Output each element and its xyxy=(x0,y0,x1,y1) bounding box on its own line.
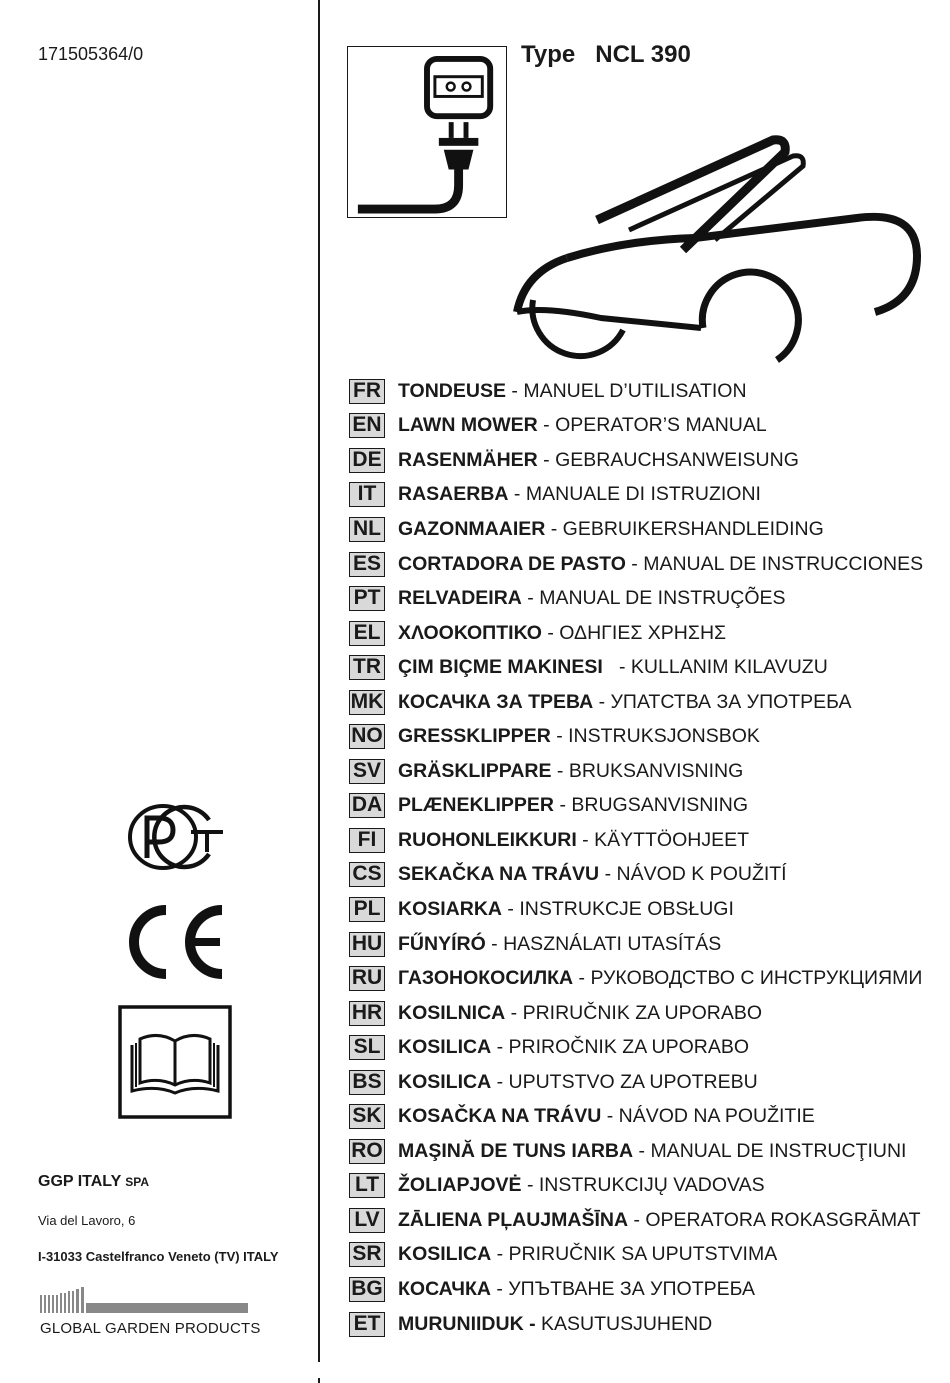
product-name: PLÆNEKLIPPER xyxy=(398,794,555,817)
manual-title: HASZNÁLATI UTASÍTÁS xyxy=(503,932,722,955)
separator: - xyxy=(599,863,617,886)
product-name: RUOHONLEIKKURI xyxy=(398,828,577,851)
language-code-badge: PL xyxy=(349,897,385,922)
language-entry-pt xyxy=(349,581,923,616)
manual-title: РУКОВОДСТВО С ИНСТРУКЦИЯМИ xyxy=(590,967,923,990)
language-entry-bs xyxy=(349,1065,923,1100)
separator: - xyxy=(491,1070,509,1093)
separator: - xyxy=(593,690,611,713)
separator: - xyxy=(550,725,569,748)
separator: - xyxy=(554,794,572,817)
separator: - xyxy=(551,759,569,782)
separator: - xyxy=(490,1277,509,1300)
language-entry-fi xyxy=(349,823,923,858)
language-code-badge: BG xyxy=(349,1277,385,1302)
product-name: KOSILICA xyxy=(398,1036,492,1059)
separator: - xyxy=(602,656,631,679)
product-name: GRÄSKLIPPARE xyxy=(398,759,552,782)
language-code-badge: RU xyxy=(349,966,385,991)
language-code-badge: NO xyxy=(349,724,385,749)
company-name-text: GGP ITALY xyxy=(38,1173,122,1190)
language-entry-ru xyxy=(349,961,923,996)
model-number: NCL 390 xyxy=(595,41,691,68)
separator: - xyxy=(505,1001,523,1024)
language-entry-tr xyxy=(349,650,923,685)
separator: - xyxy=(521,1174,539,1197)
manual-title: KULLANIM KILAVUZU xyxy=(630,656,828,679)
manual-title: NÁVOD NA POUŽITIE xyxy=(618,1105,815,1128)
company-name xyxy=(38,1173,149,1191)
language-code-badge: SV xyxy=(349,759,385,784)
product-name: KOSILNICA xyxy=(398,1001,506,1024)
product-name: CORTADORA DE PASTO xyxy=(398,552,626,575)
company-city: I-31033 Castelfranco Veneto (TV) ITALY xyxy=(38,1249,279,1264)
language-code-badge: CS xyxy=(349,862,385,887)
language-code-badge: SL xyxy=(349,1035,385,1060)
product-name: RASAERBA xyxy=(398,483,509,506)
electric-plug-icon xyxy=(347,46,507,218)
product-name: RASENMÄHER xyxy=(398,448,538,471)
language-code-badge: SK xyxy=(349,1104,385,1129)
manual-title: MANUAL DE INSTRUÇÕES xyxy=(539,587,786,610)
product-name: ÇIM BIÇME MAKINESI xyxy=(398,656,603,679)
language-entry-es xyxy=(349,547,923,582)
vertical-divider xyxy=(318,0,320,1362)
language-code-badge: ES xyxy=(349,552,385,577)
language-entry-sl xyxy=(349,1030,923,1065)
separator: - xyxy=(633,1139,651,1162)
product-name: KOSILICA xyxy=(398,1243,492,1266)
product-name: ΧΛΟΟΚΟΠΤΙΚΟ xyxy=(398,621,542,644)
manual-title: OPERATOR’S MANUAL xyxy=(555,414,767,437)
type-label: Type xyxy=(521,41,576,68)
product-name: MAŞINĂ DE TUNS IARBA xyxy=(398,1139,634,1162)
language-entry-mk xyxy=(349,685,923,720)
language-code-badge: FI xyxy=(349,828,385,853)
language-code-badge: RO xyxy=(349,1139,385,1164)
product-name: MURUNIIDUK - xyxy=(398,1312,536,1335)
separator: - xyxy=(491,1036,509,1059)
divider-tick xyxy=(318,1378,320,1383)
separator: - xyxy=(485,932,504,955)
language-code-badge: MK xyxy=(350,689,384,713)
manual-title: INSTRUKSJONSBOK xyxy=(568,725,760,748)
manual-title: KÄYTTÖOHJEET xyxy=(594,828,750,851)
language-entry-bg xyxy=(349,1272,923,1307)
language-code-badge: IT xyxy=(349,482,385,507)
model-heading xyxy=(521,41,691,69)
language-entry-hr xyxy=(349,996,923,1031)
product-name: КОСАЧКА ЗА ТРЕВА xyxy=(398,690,594,713)
product-name: GAZONMAAIER xyxy=(398,517,546,540)
gost-r-mark-icon xyxy=(127,802,225,872)
language-code-badge: BS xyxy=(349,1070,385,1095)
company-street: Via del Lavoro, 6 xyxy=(38,1213,136,1228)
product-name: KOSILICA xyxy=(398,1070,492,1093)
language-code-badge: HU xyxy=(349,932,385,957)
language-entry-el xyxy=(349,616,923,651)
lawn-mower-icon xyxy=(505,130,925,370)
language-entry-ro xyxy=(349,1134,923,1169)
language-code-badge: FR xyxy=(349,379,385,404)
language-entry-sr xyxy=(349,1238,923,1273)
manual-title: MANUAL DE INSTRUCCIONES xyxy=(643,552,924,575)
manual-title: INSTRUKCJE OBSŁUGI xyxy=(519,897,734,920)
product-name: GRESSKLIPPER xyxy=(398,725,551,748)
language-entry-hu xyxy=(349,927,923,962)
manual-title: NÁVOD K POUŽITÍ xyxy=(616,863,787,886)
manual-title: MANUAL DE INSTRUCŢIUNI xyxy=(650,1139,907,1162)
manual-title: OPERATORA ROKASGRĀMAT xyxy=(645,1208,921,1231)
language-entry-et xyxy=(349,1307,923,1342)
language-entry-nl xyxy=(349,512,923,547)
language-code-badge: NL xyxy=(349,517,385,542)
product-name: ГАЗОНОКОСИЛКА xyxy=(398,967,574,990)
separator: - xyxy=(508,483,526,506)
separator: - xyxy=(521,587,540,610)
manual-title: PRIRUČNIK ZA UPORABO xyxy=(522,1001,763,1024)
global-garden-products-logo xyxy=(40,1287,250,1317)
manual-title: UPUTSTVO ZA UPOTREBU xyxy=(508,1070,758,1093)
language-code-badge: DE xyxy=(349,448,385,473)
separator: - xyxy=(628,1208,646,1231)
language-entry-no xyxy=(349,719,923,754)
read-manual-icon xyxy=(118,1005,232,1119)
brand-name: GLOBAL GARDEN PRODUCTS xyxy=(40,1320,261,1337)
ce-mark-icon xyxy=(122,904,228,980)
product-name: LAWN MOWER xyxy=(398,414,538,437)
manual-title: УПАТСТВА ЗА УПОТРЕБА xyxy=(610,690,852,713)
language-entry-sv xyxy=(349,754,923,789)
language-entry-fr xyxy=(349,374,923,409)
language-code-badge: PT xyxy=(349,586,385,611)
separator: - xyxy=(601,1105,619,1128)
language-entry-it xyxy=(349,478,923,513)
separator: - xyxy=(537,414,556,437)
language-code-badge: EN xyxy=(349,413,385,438)
language-code-badge: DA xyxy=(349,793,385,818)
language-code-badge: SR xyxy=(349,1242,385,1267)
manual-title: GEBRAUCHSANWEISUNG xyxy=(555,448,799,471)
manual-title: УПЪТВАНЕ ЗА УПОТРЕБА xyxy=(508,1277,755,1300)
language-code-badge: HR xyxy=(349,1001,385,1026)
manual-title: MANUALE DI ISTRUZIONI xyxy=(525,483,761,506)
language-code-badge: LV xyxy=(349,1208,385,1233)
manual-title: MANUEL D’UTILISATION xyxy=(523,379,747,402)
language-entry-cs xyxy=(349,858,923,893)
manual-title: INSTRUKCIJŲ VADOVAS xyxy=(538,1174,765,1197)
product-name: КОСАЧКА xyxy=(398,1277,491,1300)
separator: - xyxy=(537,448,556,471)
document-code: 171505364/0 xyxy=(38,44,144,64)
manual-title: BRUGSANVISNING xyxy=(571,794,748,817)
language-code-badge: TR xyxy=(349,655,385,680)
separator: - xyxy=(576,828,595,851)
language-entry-lv xyxy=(349,1203,923,1238)
product-name: SEKAČKA NA TRÁVU xyxy=(398,863,600,886)
manual-title: PRIROČNIK ZA UPORABO xyxy=(508,1036,750,1059)
language-entry-sk xyxy=(349,1099,923,1134)
language-entry-da xyxy=(349,789,923,824)
language-entry-lt xyxy=(349,1169,923,1204)
language-entry-en xyxy=(349,409,923,444)
separator: - xyxy=(502,897,520,920)
manual-title: BRUKSANVISNING xyxy=(568,759,744,782)
language-entry-de xyxy=(349,443,923,478)
product-name: RELVADEIRA xyxy=(398,587,522,610)
product-name: KOSIARKA xyxy=(398,897,503,920)
manual-title: PRIRUČNIK SA UPUTSTVIMA xyxy=(508,1243,778,1266)
language-code-badge: ET xyxy=(349,1312,385,1337)
product-name: FŰNYÍRÓ xyxy=(398,932,486,955)
manual-title: GEBRUIKERSHANDLEIDING xyxy=(562,517,824,540)
company-suffix: SPA xyxy=(125,1175,150,1189)
product-name: ZĀLIENA PĻAUJMAŠĪNA xyxy=(398,1208,629,1231)
separator: - xyxy=(573,967,591,990)
separator: - xyxy=(506,379,524,402)
language-list xyxy=(349,374,923,1341)
separator: - xyxy=(541,621,560,644)
product-name: KOSAČKA NA TRÁVU xyxy=(398,1105,602,1128)
separator: - xyxy=(625,552,644,575)
separator: - xyxy=(545,517,563,540)
language-code-badge: LT xyxy=(349,1173,385,1198)
manual-title: KASUTUSJUHEND xyxy=(541,1312,713,1335)
language-code-badge: EL xyxy=(349,621,385,646)
product-name: ŽOLIAPJOVĖ xyxy=(398,1174,522,1197)
language-entry-pl xyxy=(349,892,923,927)
manual-title: ΟΔΗΓΙΕΣ ΧΡΗΣΗΣ xyxy=(559,621,727,644)
product-name: TONDEUSE xyxy=(398,379,506,402)
separator: - xyxy=(491,1243,509,1266)
